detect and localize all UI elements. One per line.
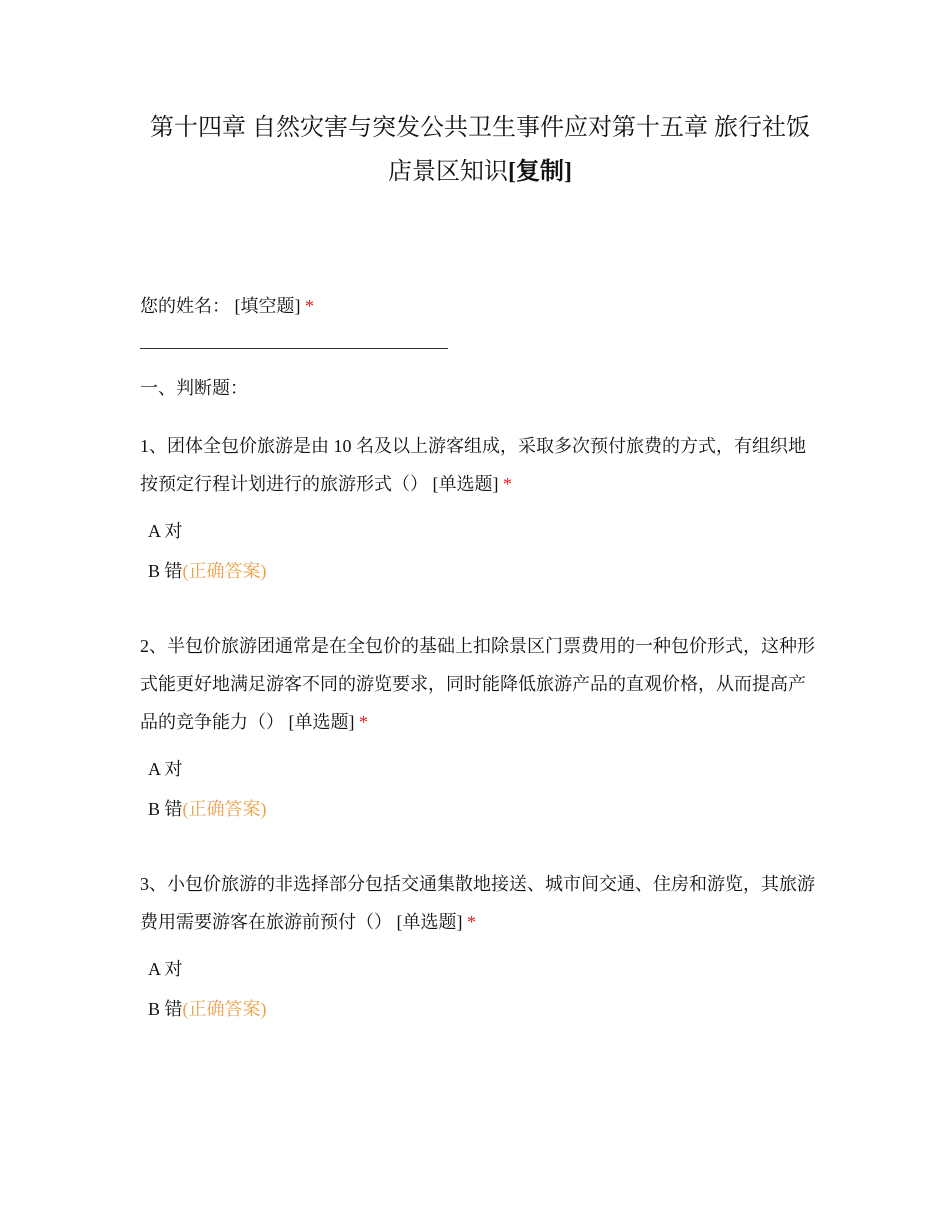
option-label: B 错: [148, 561, 183, 581]
option-label: A 对: [148, 759, 183, 779]
option-label: A 对: [148, 959, 183, 979]
question-2-text: 2、半包价旅游团通常是在全包价的基础上扣除景区门票费用的一种包价形式，这种形式能更好地满足游客不同的游览要求，同时能降低旅游产品的直观价格，从而提高产品的竞争能力（）: [140, 636, 815, 732]
required-marker: *: [359, 712, 368, 732]
question-2-type: [单选题]: [288, 712, 355, 732]
name-question: [140, 287, 820, 325]
question-2-option-a[interactable]: [148, 750, 828, 788]
required-marker: *: [305, 296, 314, 316]
question-3: [140, 865, 820, 941]
required-marker: *: [503, 474, 512, 494]
correct-answer-note: (正确答案): [182, 561, 267, 581]
required-marker: *: [467, 912, 476, 932]
question-3-option-a[interactable]: [148, 950, 828, 988]
name-question-type: [填空题]: [234, 296, 301, 316]
name-question-label: 您的姓名：: [140, 296, 230, 316]
title-text: 第十四章 自然灾害与突发公共卫生事件应对第十五章 旅行社饭店景区知识: [150, 115, 810, 185]
correct-answer-note: (正确答案): [182, 999, 267, 1019]
question-2-option-b[interactable]: [148, 790, 828, 828]
question-3-text: 3、小包价旅游的非选择部分包括交通集散地接送、城市间交通、住房和游览，其旅游费用需要游客在旅游前预付（）: [140, 874, 815, 932]
name-answer-line[interactable]: [140, 348, 448, 349]
question-1-option-b[interactable]: [148, 552, 828, 590]
question-1-type: [单选题]: [432, 474, 499, 494]
section-heading: 一、判断题：: [140, 378, 248, 398]
question-3-type: [单选题]: [396, 912, 463, 932]
question-1-option-a[interactable]: [148, 512, 828, 550]
option-label: B 错: [148, 799, 183, 819]
question-1-text: 1、团体全包价旅游是由 10 名及以上游客组成，采取多次预付旅费的方式，有组织地按预定行程计划进行的旅游形式（）: [140, 436, 806, 494]
correct-answer-note: (正确答案): [182, 799, 267, 819]
question-2: [140, 627, 820, 741]
page-title: [140, 106, 820, 194]
option-label: A 对: [148, 521, 183, 541]
title-suffix: [复制]: [508, 159, 572, 185]
option-label: B 错: [148, 999, 183, 1019]
question-3-option-b[interactable]: [148, 990, 828, 1028]
question-1: [140, 427, 820, 503]
